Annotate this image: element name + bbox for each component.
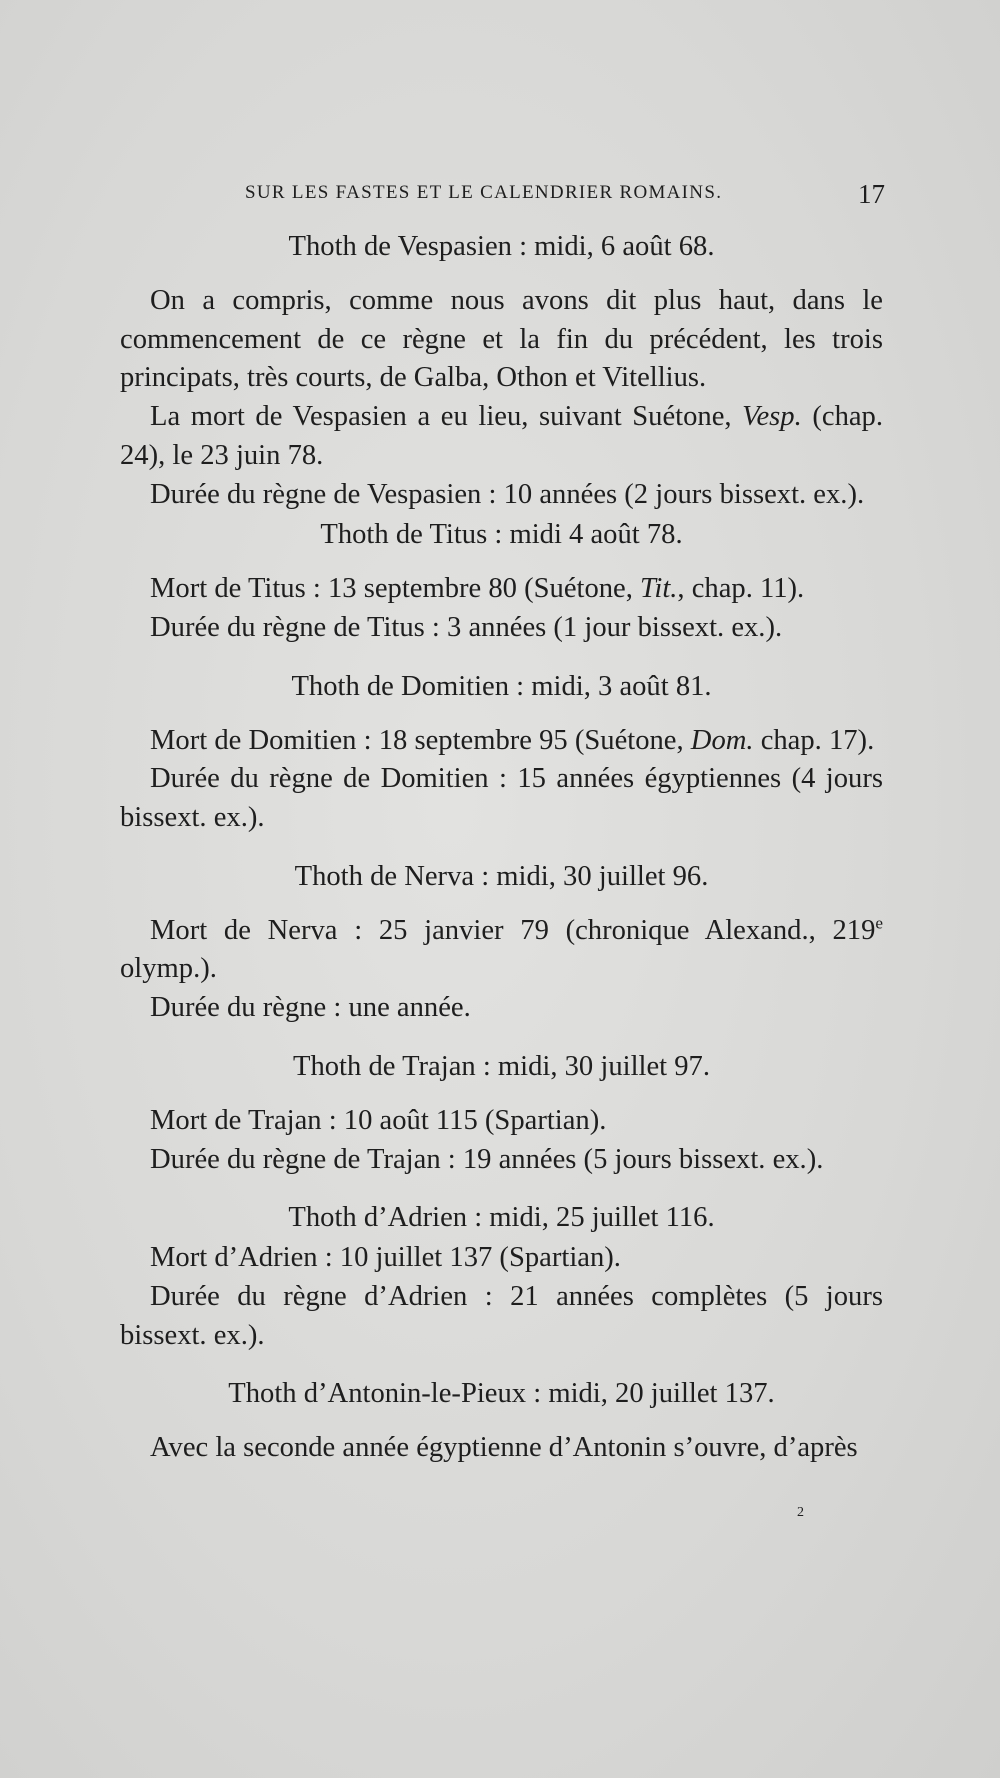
heading-thoth-adrien: Thoth d’Adrien : midi, 25 juillet 116. [288,1202,715,1234]
paragraph-mort-adrien: Mort d’Adrien : 10 juillet 137 (Spartian). [150,1242,621,1274]
heading-thoth-titus: Thoth de Titus : midi 4 août 78. [320,519,683,551]
page-header [245,178,895,214]
paragraph-mort-titus [120,570,883,609]
text-span: olymp.). [120,953,217,985]
paragraph-duree-vespasien: Durée du règne de Vespasien : 10 années (2 jours bissext. ex.). [150,478,865,510]
paragraph-duree-adrien: Durée du règne d’Adrien : 21 années complètes (5 jours bissext. ex.). [120,1280,883,1351]
heading-thoth-antonin: Thoth d’Antonin-le-Pieux : midi, 20 juillet 137. [228,1378,775,1410]
signature-mark: 2 [797,1505,804,1520]
text-span: , chap. 11). [677,573,805,605]
heading-thoth-vespasien: Thoth de Vespasien : midi, 6 août 68. [288,231,715,262]
text-span: Mort de Titus : 13 septembre 80 (Suétone, [150,573,641,605]
paragraph-mort-trajan: Mort de Trajan : 10 août 115 (Spartian). [150,1104,607,1136]
italic-reference: Dom. [690,724,754,756]
paragraph-antonin: Avec la seconde année égyptienne d’Antonin s’ouvre, d’après [150,1432,858,1464]
text-span: chap. 17). [753,724,875,756]
heading-thoth-domitien: Thoth de Domitien : midi, 3 août 81. [291,670,712,702]
paragraph-duree-trajan: Durée du règne de Trajan : 19 années (5 jours bissext. ex.). [150,1143,824,1175]
heading-thoth-trajan: Thoth de Trajan : midi, 30 juillet 97. [293,1050,710,1082]
page-number: 17 [858,179,885,209]
paragraph-mort-domitien [120,722,883,761]
paragraph-mort-vespasien [120,398,883,475]
text-span: (chap. 24), le 23 juin 78. [120,401,884,471]
heading-thoth-nerva: Thoth de Nerva : midi, 30 juillet 96. [294,860,709,892]
text-span: Mort de Domitien : 18 septembre 95 (Suétone, [150,724,691,756]
paragraph-duree-titus: Durée du règne de Titus : 3 années (1 jour bissext. ex.). [150,611,783,643]
paragraph-mort-nerva [120,912,883,989]
superscript: e [875,913,883,933]
text-span: La mort de Vespasien a eu lieu, suivant Suétone, [150,401,743,433]
paragraph-duree-nerva: Durée du règne : une année. [150,992,471,1024]
italic-reference: Tit. [640,573,678,605]
running-title: SUR LES FASTES ET LE CALENDRIER ROMAINS. [245,182,723,203]
italic-reference: Vesp. [742,401,802,433]
paragraph-galba-othon-vitellius: On a compris, comme nous avons dit plus haut, dans le commencement de ce règne et la fin du précédent, les trois principats, très courts, de Galba, Othon et Vitellius. [120,285,883,394]
text-span: Mort de Nerva : 25 janvier 79 (chronique Alexand., 219 [150,914,876,946]
page-body [120,226,883,1468]
paragraph-duree-domitien: Durée du règne de Domitien : 15 années égyptiennes (4 jours bissext. ex.). [120,763,883,834]
